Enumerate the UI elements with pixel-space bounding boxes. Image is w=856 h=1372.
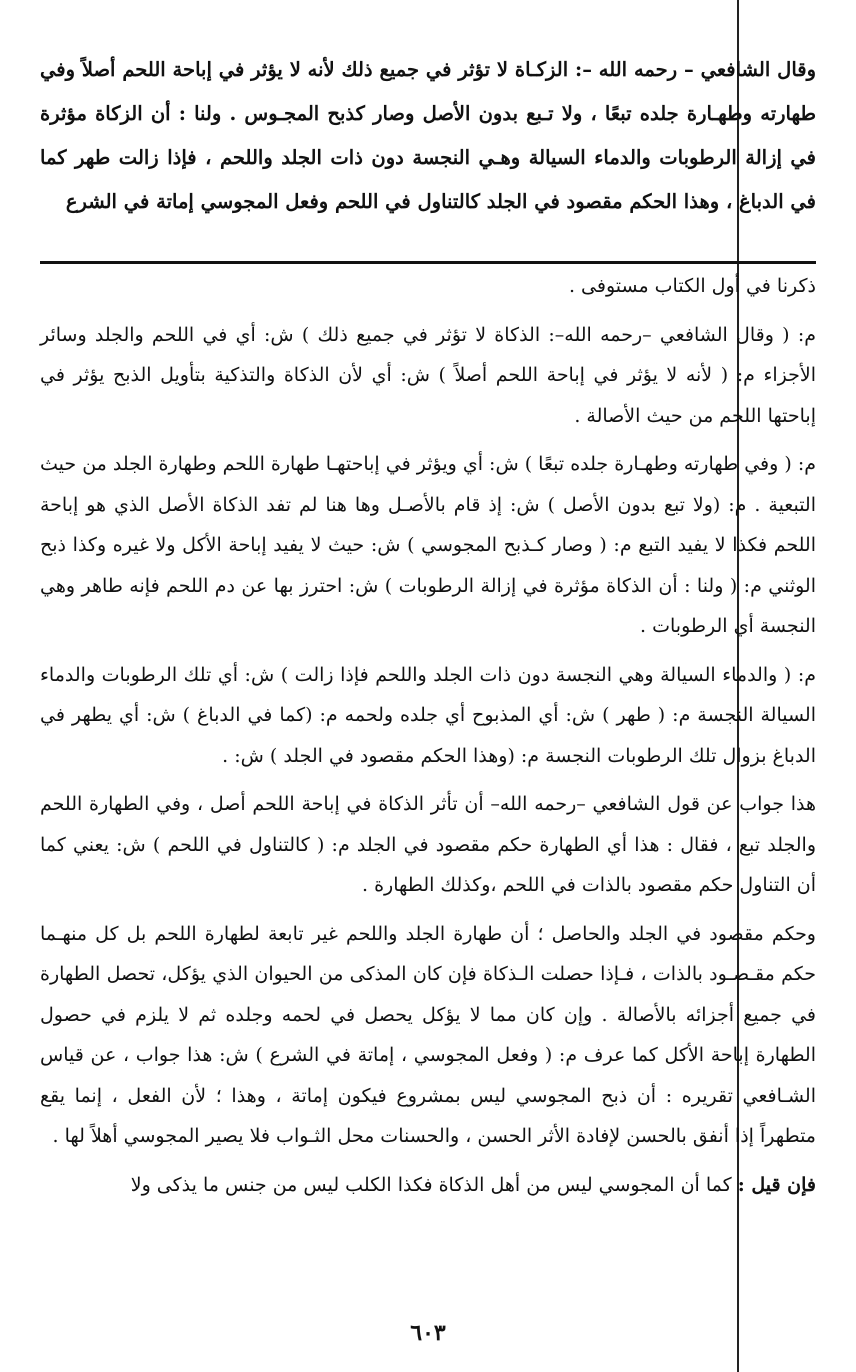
separator-rule	[40, 261, 816, 264]
objection-text: كما أن المجوسي ليس من أهل الذكاة فكذا الكلب ليس من جنس ما يذكى ولا	[130, 1173, 738, 1196]
sharh-paragraph-5: هذا جواب عن قول الشافعي –رحمه الله– أن تأثر الذكاة في إباحة اللحم أصل ، وفي الطهارة اللحم والجلد تبع ، فقال : هذا أي الطهارة حكم مقصود في الجلد م: ( كالتناول في اللحم ) ش: يعني كما أن التناول حكم مقصود بالذات في اللحم ،وكذلك الطهارة .	[40, 793, 816, 896]
sharh-paragraph-1: ذكرنا في أول الكتاب مستوفى .	[568, 275, 816, 297]
matn-text: وقال الشافعي – رحمه الله –: الزكـاة لا تؤثر في جميع ذلك لأنه لا يؤثر في إباحة اللحم أصلاً وفي طهارته وطهـارة جلده تبعًا ، ولا تـبع بدون الأصل وصار كذبح المجـوس . ولنا : أن الزكاة مؤثرة في إزالة الرطوبات والدماء السيالة وهـي النجسة دون ذات الجلد واللحم ، فإذا زالت طهر كما في الدباغ ، وهذا الحكم مقصود في الجلد كالتناول في اللحم وفعل المجوسي إماتة في الشرع	[40, 58, 816, 213]
page-number: ٦٠٣	[410, 1320, 446, 1346]
sharh-commentary	[40, 266, 816, 1205]
objection-lead: فإن قيل :	[737, 1173, 816, 1196]
sharh-paragraph-4: م: ( والدماء السيالة وهي النجسة دون ذات الجلد واللحم فإذا زالت ) ش: أي تلك الرطوبات والدماء السيالة النجسة م: ( طهر ) ش: أي المذبوح أي جلده ولحمه م: (كما في الدباغ ) ش: أي يطهر في الدباغ بزوال تلك الرطوبات النجسة م: (وهذا الحكم مقصود في الجلد ) ش: .	[40, 663, 816, 767]
sharh-paragraph-6: وحكم مقصود في الجلد والحاصل ؛ أن طهارة الجلد واللحم غير تابعة لطهارة اللحم بل كل منهـما حكم مقـصـود بالذات ، فـإذا حصلت الـذكاة فإن كان المذكى من الحيوان الذي يؤكل، تحصل الطهارة في جميع أجزائه بالأصالة . وإن كان مما لا يؤكل يحصل في لحمه وجلده ثم لا يلزم في حصول الطهارة إباحة الأكل كما عرف م: ( وفعل المجوسي ، إماتة في الشرع ) ش: هذا جواب ، عن قياس الشـافعي تقريره : أن ذبح المجوسي ليس بمشروع فيكون إماتة ، وهذا ؛ لأن الفعل ، إنما يقع متطهراً إذا أنفق بالحسن لإفادة الأثر الحسن ، والحسنات محل الثـواب فلا يصير المجوسي أهلاً لها .	[40, 922, 816, 1147]
sharh-paragraph-2: م: ( وقال الشافعي –رحمه الله–: الذكاة لا تؤثر في جميع ذلك ) ش: أي في اللحم والجلد وسائر الأجزاء م: ( لأنه لا يؤثر في إباحة اللحم أصلاً ) ش: أي لأن الذكاة والتذكية بتأويل الذبح يؤثر في إباحتها اللحم من حيث الأصالة .	[40, 323, 816, 427]
sharh-paragraph-3: م: ( وفي طهارته وطهـارة جلده تبعًا ) ش: أي ويؤثر في إباحتهـا طهارة اللحم وطهارة الجلد من حيث التبعية . م: (ولا تبع بدون الأصل ) ش: إذ قام بالأصـل وها هنا لم تفد الذكاة الأصل الذي هو إباحة اللحم فكذا لا يفيد التبع م: ( وصار كـذبح المجوسي ) ش: حيث لا يفيد إباحة الأكل ولا غيره وكذا ذبح الوثني م: ( ولنا : أن الذكاة مؤثرة في إزالة الرطوبات ) ش: احترز بها عن دم اللحم فإنه طاهر وهي النجسة أي الرطوبات .	[40, 453, 816, 637]
sharh-paragraph-7	[40, 1165, 816, 1206]
